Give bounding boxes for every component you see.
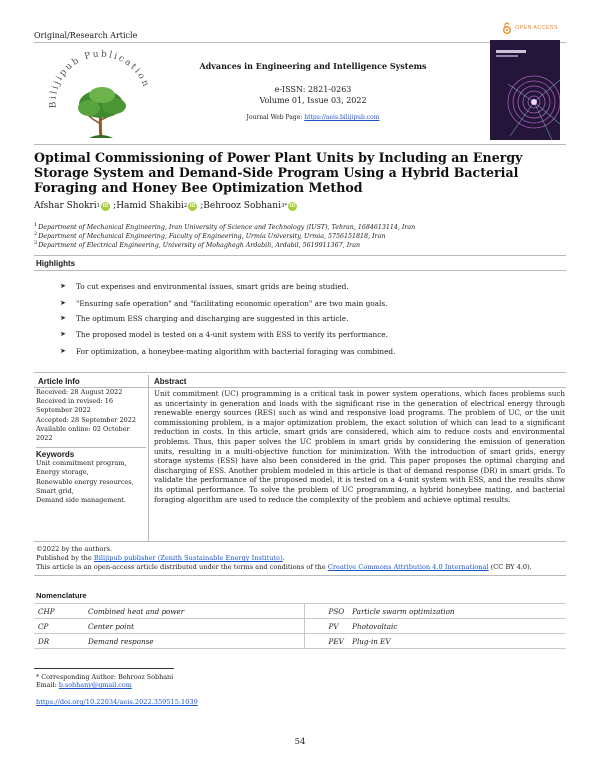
highlight-item: ➤ To cut expenses and environmental issues, smart grids are being studied. <box>60 282 349 291</box>
article-info-line: September 2022 <box>36 406 91 415</box>
nomenclature-definition: Plug-in EV <box>352 636 391 646</box>
journal-name: Advances in Engineering and Intelligence Systems <box>199 61 427 71</box>
tree-icon <box>78 87 126 138</box>
divider <box>34 541 566 542</box>
nomenclature-heading: Nomenclature <box>36 591 87 600</box>
nomenclature-abbr: PSO <box>328 606 345 616</box>
nomenclature-definition: Particle swarm optimization <box>352 606 455 616</box>
keyword: Smart grid, <box>36 486 74 495</box>
arrow-bullet-icon: ➤ <box>60 330 66 338</box>
article-info-line: Accepted: 28 September 2022 <box>36 415 137 424</box>
publisher-logo <box>34 46 168 144</box>
copyright-line: ©2022 by the authors. <box>36 545 113 553</box>
webpage-link[interactable]: https://aeis.bilijipub.com <box>304 114 380 121</box>
author-superscript: 3* <box>280 203 288 209</box>
affiliation: $^3$Department of Electrical Engineering, University of Mohaghegh Ardabili, Ardabil, 5619911367, Iran <box>34 240 361 250</box>
email-link[interactable]: b.sobhany@gmail.com <box>58 681 132 689</box>
author-separator: ; <box>200 201 204 211</box>
orcid-icon[interactable]: iD <box>289 202 296 209</box>
corresponding-author: * Corresponding Author: Behrooz Sobhani <box>36 673 174 681</box>
journal-issn: e-ISSN: 2821-0263 <box>274 85 352 94</box>
article-info-line: Received: 28 August 2022 <box>36 388 123 396</box>
nomenclature-definition: Demand response <box>84 634 304 649</box>
arrow-bullet-icon: ➤ <box>60 314 66 322</box>
author-name: Afshar Shokri <box>34 201 97 211</box>
journal-webpage <box>168 114 458 121</box>
highlights-heading: Highlights <box>36 259 76 268</box>
arrow-bullet-icon: ➤ <box>60 299 66 307</box>
author-superscript: 2 <box>183 203 188 209</box>
page-number: 54 <box>294 737 306 747</box>
keyword: Renewable energy resources, <box>36 477 134 486</box>
highlight-item: ➤ "Ensuring safe operation" and "facilitating economic operation" are two main goals. <box>60 299 388 308</box>
logo-text: Bilijipub Publication <box>48 49 152 109</box>
author-name: Behrooz Sobhani <box>203 201 281 211</box>
footnote-rule <box>34 668 174 669</box>
header-divider-top <box>34 42 566 43</box>
author-superscript: 1 <box>96 203 101 209</box>
orcid-icon[interactable]: iD <box>190 202 196 209</box>
column-divider <box>148 375 149 541</box>
open-access-text: OPEN ACCESS <box>515 25 558 31</box>
article-info-line: Received in revised: 16 <box>36 397 113 406</box>
nomenclature-abbr: CHP <box>38 606 55 616</box>
nomenclature-definition: Combined heat and power <box>84 604 304 619</box>
open-access-badge <box>502 22 558 34</box>
corresponding-email: Email: b.sobhany@gmail.com <box>36 681 132 689</box>
author-separator: ; <box>113 201 117 211</box>
author-name: Hamid Shakibi <box>116 201 184 211</box>
abstract-text: Unit commitment (UC) programming is a critical task in power system operations, which faces problems such as uncertainty in generation and loads with the significant rise in the generation of electrical energy through renewable energy sources (RES) such as wind and responsive load programs. The problem of UC, or the unit commissioning problem, is a major optimization problem, the exact solution of which can lead to a significant reduction in costs. In this article, smart grids are considered, which aim to reduce costs and environmental problems. Thus, this paper solves the UC problem in smart grids by considering the emission of generation units, resulting in a multi-objective function for minimization. With the introduction of smart grids, energy storage systems (ESS) have also been considered in the grid. This paper proposes the optimal charging and discharging of ESS. Another problem modeled in this article is that of demand response (DR) in smart grids. To validate the performance of the proposed model, it is tested on a 4-unit system with ESS, and the results show its optimal performance. To solve the problem of UC programming, a hybrid honeybee mating, and bacterial foraging algorithm are used to reduce the complexity of the problem and achieve optimal results. <box>154 389 565 504</box>
publisher-link[interactable]: Bilijipub publisher (Zenith Sustainable Energy Institute) <box>93 554 283 562</box>
divider <box>34 255 566 256</box>
license-line: This article is an open-access article distributed under the terms and conditions of the Creative Commons Attribution 4.0 International (CC BY 4.0). <box>36 563 532 571</box>
abstract-heading: Abstract <box>154 377 187 386</box>
keyword: Energy storage, <box>36 468 89 477</box>
nomenclature-definition: Photovoltaic <box>352 621 398 631</box>
highlight-item: ➤ The optimum ESS charging and discharging are suggested in this article. <box>60 314 349 323</box>
article-title: Optimal Commissioning of Power Plant Units by Including an Energy Storage System and Demand-Side Program Using a Hybrid Bacterial Foraging and Honey Bee Optimization Method <box>34 150 523 195</box>
nomenclature-table <box>34 603 566 649</box>
highlight-item: ➤ For optimization, a honeybee-mating algorithm with bacterial foraging was combined. <box>60 347 396 356</box>
doi <box>36 698 198 706</box>
table-row <box>34 634 566 649</box>
author-list <box>34 201 300 211</box>
doi-link[interactable]: https://doi.org/10.22034/aeis.2022.359515.1039 <box>36 698 198 706</box>
article-info-line: Available online: 02 October <box>36 424 130 433</box>
publisher-line: Published by the Bilijipub publisher (Zenith Sustainable Energy Institute). <box>36 554 285 562</box>
article-info-box <box>36 388 146 534</box>
nomenclature-abbr: CP <box>38 621 49 631</box>
highlight-item: ➤ The proposed model is tested on a 4-unit system with ESS to verify its performance. <box>60 330 388 339</box>
nomenclature-abbr: PV <box>328 621 339 631</box>
keyword: Demand side management. <box>36 496 126 505</box>
license-link[interactable]: Creative Commons Attribution 4.0 International <box>327 563 489 571</box>
divider <box>34 575 566 576</box>
keyword: Unit commitment program, <box>36 459 127 468</box>
orcid-icon[interactable]: iD <box>102 202 109 209</box>
nomenclature-abbr: DR <box>38 636 50 646</box>
arrow-bullet-icon: ➤ <box>60 347 66 355</box>
open-access-lock-icon <box>502 22 512 34</box>
journal-volume: Volume 01, Issue 03, 2022 <box>259 96 367 105</box>
article-info-line: 2022 <box>36 434 53 443</box>
divider <box>34 270 566 271</box>
affiliation: $^1$Department of Mechanical Engineering, Iran University of Science and Technology (IUST), Tehran, 1684613114, Iran <box>34 222 416 232</box>
webpage-label: Journal Web Page: <box>246 114 303 121</box>
table-row <box>34 619 566 634</box>
article-type-label: Original/Research Article <box>34 31 138 40</box>
keywords-heading: Keywords <box>36 447 146 459</box>
divider <box>34 372 566 373</box>
header-divider-bottom <box>34 144 566 145</box>
journal-cover-image <box>490 40 560 140</box>
arrow-bullet-icon: ➤ <box>60 282 66 290</box>
article-info-heading: Article Info <box>38 377 80 386</box>
affiliation: $^2$Department of Mechanical Engineering, Faculty of Engineering, Urmia University, Urmia, 5756151818, Iran <box>34 231 386 241</box>
table-row <box>34 604 566 619</box>
nomenclature-abbr: PEV <box>328 636 344 646</box>
nomenclature-definition: Center point <box>84 619 304 634</box>
